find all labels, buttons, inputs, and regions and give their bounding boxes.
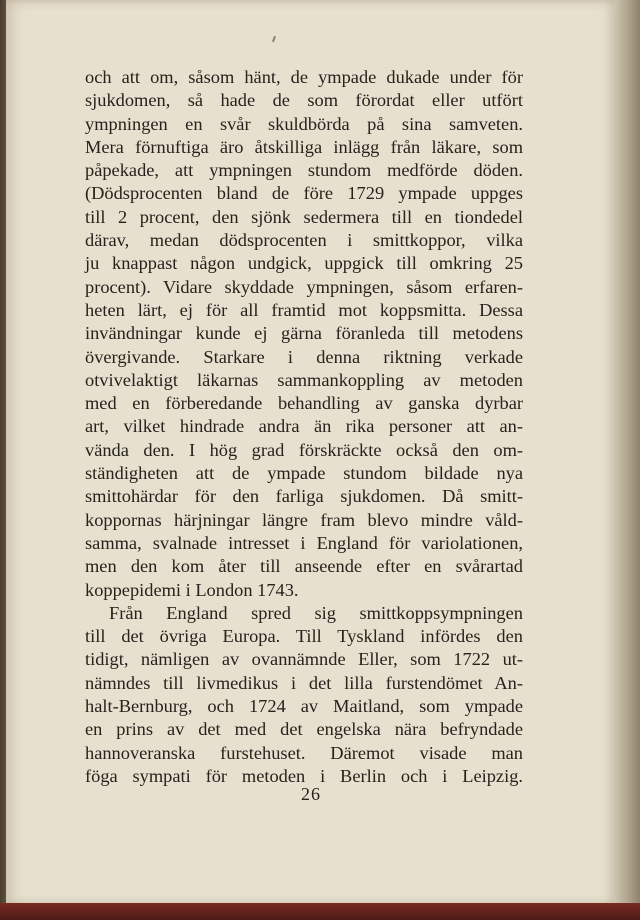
text-line: smittohärdar för den farliga sjukdomen. Då smitt- bbox=[85, 486, 523, 507]
text-line: invändningar kunde ej gärna föranleda till metodens bbox=[85, 323, 523, 344]
text-line: vända den. I hög grad förskräckte också den om- bbox=[85, 439, 523, 460]
text-line: Mera förnuftiga äro åtskilliga inlägg från läkare, som bbox=[85, 136, 523, 157]
text-line: samma, svalnade intresset i England för variolationen, bbox=[85, 532, 523, 553]
text-line: nämndes till livmedikus i det lilla furstendömet An- bbox=[85, 672, 523, 693]
text-line: med en förberedande behandling av ganska dyrbar bbox=[85, 393, 523, 414]
text-line: men den kom åter till anseende efter en svårartad bbox=[85, 556, 523, 577]
text-line: otvivelaktigt läkarnas sammankoppling av metoden bbox=[85, 369, 523, 390]
text-line: art, vilket hindrade andra än rika personer att an- bbox=[85, 416, 523, 437]
page-edge-stack bbox=[614, 0, 640, 920]
text-line: en prins av det med det engelska nära befryndade bbox=[85, 719, 523, 740]
body-text bbox=[85, 66, 523, 788]
text-line: procent). Vidare skyddade ympningen, såsom erfaren- bbox=[85, 276, 523, 297]
text-line: till det övriga Europa. Till Tyskland infördes den bbox=[85, 626, 523, 647]
text-line: påpekade, att ympningen stundom medförde döden. bbox=[85, 160, 523, 181]
text-line: och att om, såsom hänt, de ympade dukade under för bbox=[85, 67, 523, 87]
text-line: hannoveranska furstehuset. Däremot visade man bbox=[85, 742, 523, 763]
text-line: (Dödsprocenten bland de före 1729 ympade uppges bbox=[85, 183, 523, 204]
text-line: övergivande. Starkare i denna riktning verkade bbox=[85, 346, 523, 367]
page-number: 26 bbox=[301, 784, 321, 804]
page-speck bbox=[272, 36, 276, 42]
text-line: Från England spred sig smittkoppsympningen bbox=[109, 602, 523, 623]
text-line: ympningen en svår skuldbörda på sina samveten. bbox=[85, 113, 523, 134]
text-line: föga sympati för metoden i Berlin och i Leipzig. bbox=[85, 765, 523, 786]
text-line: koppornas härjningar längre fram blevo mindre våld- bbox=[85, 509, 523, 530]
text-line: därav, medan dödsprocenten i smittkoppor, vilka bbox=[85, 230, 523, 251]
text-line: sjukdomen, så hade de som förordat eller utfört bbox=[85, 90, 523, 111]
text-line: halt-Bernburg, och 1724 av Maitland, som ympade bbox=[85, 696, 523, 717]
book-cover-strip bbox=[0, 903, 640, 920]
text-line: till 2 procent, den sjönk sedermera till en tiondedel bbox=[85, 206, 523, 227]
text-line: ju knappast någon undgick, uppgick till omkring 25 bbox=[85, 253, 523, 274]
text-line: ständigheten att de ympade stundom bildade nya bbox=[85, 463, 523, 484]
text-line: heten lärt, ej för all framtid mot koppsmitta. Dessa bbox=[85, 299, 523, 320]
text-line: koppepidemi i London 1743. bbox=[85, 579, 299, 600]
book-page bbox=[6, 0, 616, 905]
text-line: tidigt, nämligen av ovannämnde Eller, som 1722 ut- bbox=[85, 649, 523, 670]
